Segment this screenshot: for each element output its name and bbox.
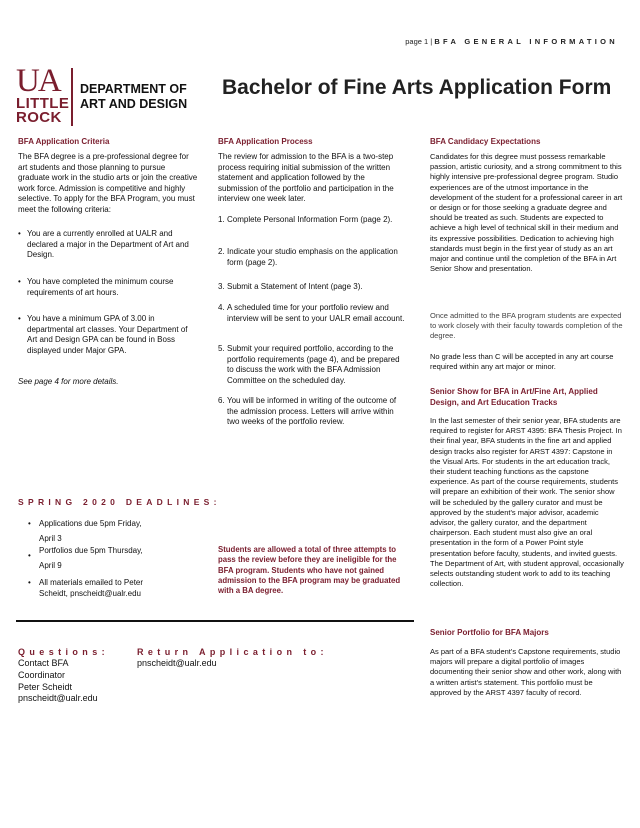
logo-divider bbox=[71, 68, 73, 126]
senior-show-text: In the last semester of their senior year, BFA students are required to register for ARST 4395: BFA Thesis Project. In their final year, BFA students in the fine art and applied design tracks also register for ARST 4397: Capstone in the Visual Arts. For students in the art education track, their student teaching functions as the capstone experience. As part of the course requirements, students will prepare an exhibition of their work. The senior show will be scheduled by the gallery curator and must be approved by the student's major advisor, academic advisor, the gallery curator, and the department chairperson. Each student must also give an oral presentation in the form of a Power Point style presentation before faculty, students, and invited guests. The Department of Art, with student approval, occasionally selects outstanding student work to add to its teaching collection. bbox=[430, 416, 624, 589]
bullet-icon: • bbox=[28, 519, 31, 528]
return-email[interactable]: pnscheidt@ualr.edu bbox=[137, 658, 217, 668]
deadline-item: • Portfolios due 5pm Thursday, April 9 bbox=[28, 546, 143, 570]
process-step: 4. A scheduled time for your portfolio review and interview will be sent to your UALR email account. bbox=[218, 303, 405, 323]
process-intro: The review for admission to the BFA is a two-step process requiring initial submission of the written statement and application followed by the submission of the portfolio and participation in the interview one week later. bbox=[218, 152, 394, 204]
senior-show-heading: Senior Show for BFA in Art/Fine Art, Applied Design, and Art Education Tracks bbox=[430, 387, 598, 407]
candidacy-paragraph-3: No grade less than C will be accepted in any art course required within any art major or minor. bbox=[430, 352, 614, 372]
candidacy-paragraph-1: Candidates for this degree must possess remarkable passion, artistic curiosity, and a strong commitment to this highly intensive pre-professional degree program. Studio experiences are of the utmost importance in the development of the student for a professional career in art or design or for those seeking a graduate degree and should be treated as such. Students are expected to achieve a high level of technical skill in their medium and its expressive possibilities. Dedication to achieving high standards must begin in the first year of study as an art major and continue until the completion of the BFA in Art Senior Show and presentation. bbox=[430, 152, 623, 274]
attempts-warning: Students are allowed a total of three attempts to pass the review before they are ineligible for the BFA program. Students who have not gained admission to the BFA program may be graduated with a BA degree. bbox=[218, 545, 401, 596]
criteria-intro: The BFA degree is a pre-professional degree for art students and those planning to pursue graduate work in the studio arts or join the creative work force. Admission is competitive and highly selective. To apply for the BFA Program, you must meet the following criteria: bbox=[18, 152, 198, 214]
criteria-heading: BFA Application Criteria bbox=[18, 137, 110, 146]
logo-rock: ROCK bbox=[16, 109, 62, 126]
process-step: 2. Indicate your studio emphasis on the application form (page 2). bbox=[218, 247, 398, 267]
process-step: 5. Submit your required portfolio, according to the portfolio requirements (page 4), and be prepared to discuss the work with the BFA Admission Committee on the scheduled day. bbox=[218, 344, 400, 385]
bullet-icon: • bbox=[18, 229, 21, 238]
section-divider bbox=[16, 620, 414, 622]
logo-little: LITTLE bbox=[16, 95, 70, 112]
process-step: 3. Submit a Statement of Intent (page 3). bbox=[218, 282, 363, 291]
page-header bbox=[380, 37, 618, 46]
return-heading: Return Application to: bbox=[137, 647, 328, 657]
process-step: 1. Complete Personal Information Form (page 2). bbox=[218, 215, 393, 224]
bullet-icon: • bbox=[28, 578, 31, 587]
ualr-logo bbox=[16, 63, 196, 128]
senior-portfolio-heading: Senior Portfolio for BFA Majors bbox=[430, 628, 549, 637]
process-heading: BFA Application Process bbox=[218, 137, 313, 146]
deadlines-heading: SPRING 2020 DEADLINES: bbox=[18, 497, 221, 507]
candidacy-paragraph-2: Once admitted to the BFA program students are expected to work closely with their faculty towards completion of the degree. bbox=[430, 311, 623, 341]
process-step: 6. You will be informed in writing of the outcome of the admission process. Letters will arrive within two weeks of the portfolio review. bbox=[218, 396, 397, 427]
page-number: page 1 bbox=[405, 37, 429, 46]
contact-email[interactable]: pnscheidt@ualr.edu bbox=[18, 693, 98, 704]
questions-contact: Contact BFA Coordinator Peter Scheidt pnscheidt@ualr.edu bbox=[18, 658, 133, 705]
deadline-item: • Applications due 5pm Friday, April 3 bbox=[28, 516, 198, 546]
bullet-icon: • bbox=[18, 277, 21, 286]
criteria-note: See page 4 for more details. bbox=[18, 377, 119, 386]
bullet-icon: • bbox=[28, 551, 31, 560]
senior-portfolio-text: As part of a BFA student's Capstone requirements, studio majors will prepare a digital portfolio of images documenting their senior show and other work, along with a written artist's statement. This portfolio must be approved by the ARST 4397 faculty of record. bbox=[430, 647, 622, 697]
bullet-icon: • bbox=[18, 314, 21, 323]
header-section-title: BFA GENERAL INFORMATION bbox=[434, 37, 618, 46]
questions-heading: Questions: bbox=[18, 647, 110, 657]
deadline-item: • All materials emailed to Peter Scheidt, pnscheidt@ualr.edu bbox=[28, 578, 144, 598]
criteria-item: • You are a currently enrolled at UALR and declared a major in the Department of Art and Design. bbox=[18, 229, 189, 260]
dept-name-line2: ART AND DESIGN bbox=[80, 97, 188, 111]
page-title: Bachelor of Fine Arts Application Form bbox=[222, 76, 612, 99]
criteria-item: • You have a minimum GPA of 3.00 in departmental art classes. Your Department of Art and Design GPA can be found in Boss displayed under Major GPA. bbox=[18, 314, 188, 355]
dept-name-line1: DEPARTMENT OF bbox=[80, 82, 187, 96]
header-separator: | bbox=[428, 37, 435, 46]
logo-ua-letters: UA bbox=[16, 63, 60, 99]
criteria-item: • You have completed the minimum course requirements of art hours. bbox=[18, 277, 174, 297]
candidacy-heading: BFA Candidacy Expectations bbox=[430, 137, 541, 146]
